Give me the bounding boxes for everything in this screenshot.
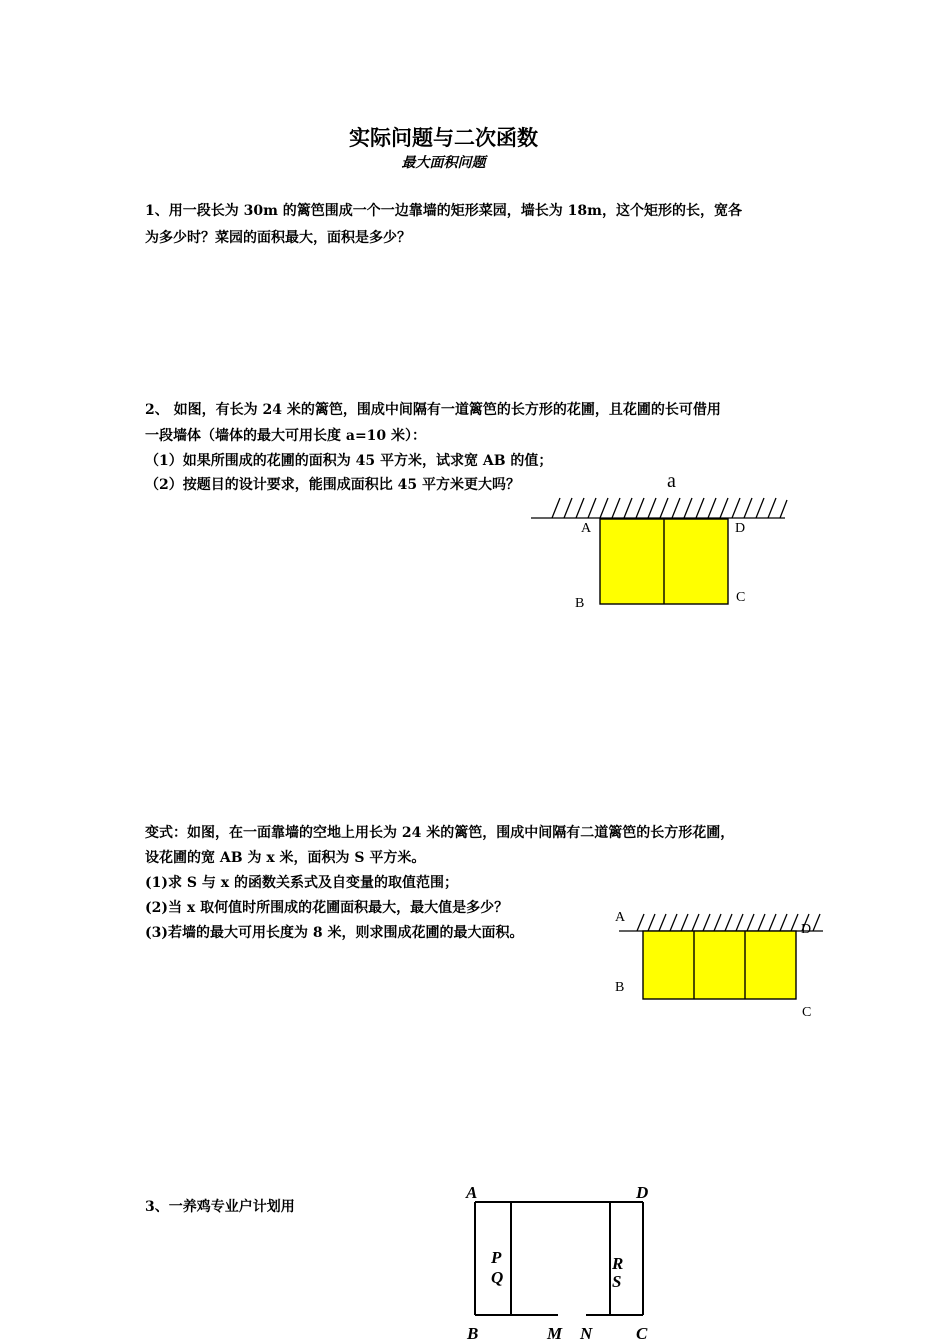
problem2-line2: 一段墙体（墙体的最大可用长度 a=10 米）： xyxy=(145,428,427,444)
vertex-a-label: A xyxy=(466,1183,478,1202)
point-m-label: M xyxy=(547,1324,563,1343)
variant-line1: 变式：如图，在一面靠墙的空地上用长为 24 米的篱笆，围成中间隔有二道篱笆的长方形花圃， xyxy=(145,825,735,841)
vertex-d-label: D xyxy=(801,922,812,937)
vertex-c-label: C xyxy=(802,1005,812,1020)
problem2-question2: （2）按题目的设计要求，能围成面积比 45 平方米更大吗？ xyxy=(145,477,520,493)
vertex-c-label: C xyxy=(636,1324,648,1343)
variant-question1: (1)求 S 与 x 的函数关系式及自变量的取值范围； xyxy=(145,875,458,891)
variant-question2: (2)当 x 取何值时所围成的花圃面积最大，最大值是多少？ xyxy=(145,900,509,916)
problem3-line1: 3、一养鸡专业户计划用 xyxy=(145,1199,295,1215)
point-s-label: S xyxy=(612,1272,622,1291)
vertex-a-label: A xyxy=(581,521,592,536)
problem1-line1: 1、用一段长为 30m 的篱笆围成一个一边靠墙的矩形菜园，墙长为 18m，这个矩形的长，宽各 xyxy=(145,203,742,219)
vertex-b-label: B xyxy=(467,1324,479,1343)
page-subtitle: 最大面积问题 xyxy=(401,155,486,171)
garden-figure-one-divider xyxy=(525,462,795,617)
vertex-d-label: D xyxy=(636,1183,649,1202)
vertex-c-label: C xyxy=(736,590,746,605)
variant-question3: (3)若墙的最大可用长度为 8 米，则求围成花圃的最大面积。 xyxy=(145,925,524,941)
wall-length-label: a xyxy=(667,470,676,492)
vertex-d-label: D xyxy=(735,521,746,536)
garden-rectangle xyxy=(643,931,796,999)
point-q-label: Q xyxy=(491,1268,504,1287)
point-n-label: N xyxy=(580,1324,593,1343)
problem2-line1: 2、 如图，有长为 24 米的篱笆，围成中间隔有一道篱笆的长方形的花圃，且花圃的长可借用 xyxy=(145,402,721,418)
problem1-line2: 为多少时？菜园的面积最大，面积是多少？ xyxy=(145,230,411,246)
point-p-label: P xyxy=(491,1248,502,1267)
page-title: 实际问题与二次函数 xyxy=(349,126,538,150)
wall-hatching xyxy=(531,498,787,518)
problem2-question1: （1）如果所围成的花圃的面积为 45 平方米，试求宽 AB 的值； xyxy=(145,453,553,469)
chicken-coop-figure xyxy=(460,1180,670,1344)
vertex-b-label: B xyxy=(615,980,625,995)
vertex-a-label: A xyxy=(615,910,626,925)
point-r-label: R xyxy=(612,1254,624,1273)
wall-hatching xyxy=(619,914,823,931)
variant-line2: 设花圃的宽 AB 为 x 米，面积为 S 平方米。 xyxy=(145,850,426,866)
garden-figure-two-dividers xyxy=(605,900,835,1025)
vertex-b-label: B xyxy=(575,596,585,611)
